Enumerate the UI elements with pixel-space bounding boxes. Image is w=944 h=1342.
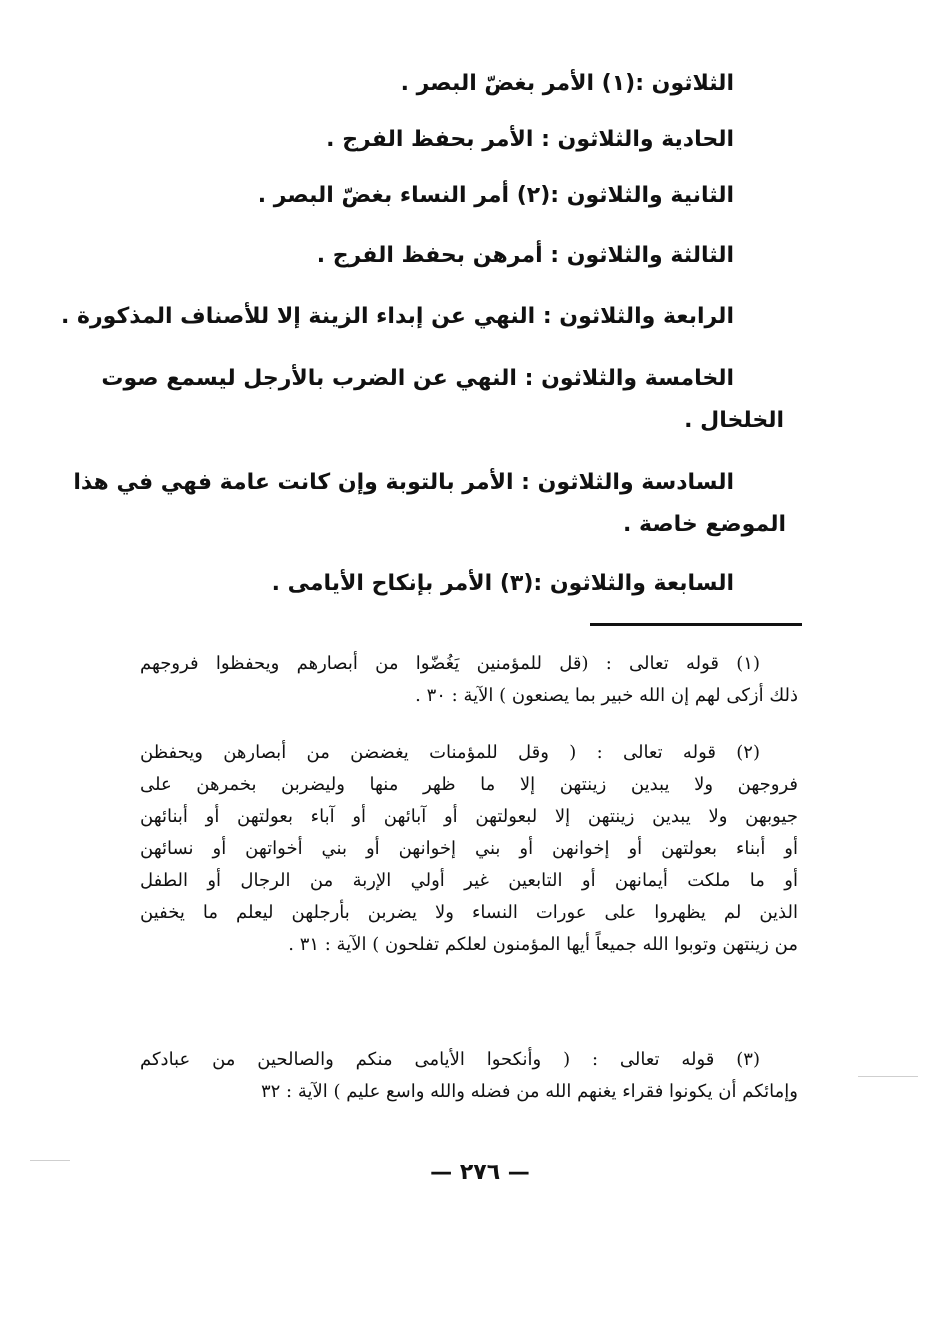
footnote-2-line: جيوبهن ولا يبدين زينتهن إلا لبعولتهن أو آبائهن أو آباء بعولتهن أو أبنائهن: [140, 806, 798, 827]
footnote-2-line: الذين لم يظهروا على عورات النساء ولا يضربن بأرجلهن ليعلم ما يخفين: [140, 902, 798, 923]
footnote-2-line: (٢) قوله تعالى : ( وقل للمؤمنات يغضضن من أبصارهن ويحفظن: [140, 742, 760, 763]
item-36-line-1: السادسة والثلاثون : الأمر بالتوبة وإن كانت عامة فهي في هذا: [73, 470, 734, 495]
footnote-1-line: (١) قوله تعالى : (قل للمؤمنين يَغُضّوا من أبصارهم ويحفظوا فروجهم: [140, 653, 760, 674]
item-37-text: السابعة والثلاثون :(٣) الأمر بإنكاح الأيامى .: [271, 571, 734, 596]
item-33-text: الثالثة والثلاثون : أمرهن بحفظ الفرج .: [316, 243, 734, 268]
footnote-3-line: (٣) قوله تعالى : ( وأنكحوا الأيامى منكم والصالحين من عبادكم: [140, 1049, 760, 1070]
footnote-2-line: فروجهن ولا يبدين زينتهن إلا ما ظهر منها وليضربن بخمرهن على: [140, 774, 798, 795]
footnote-separator: [590, 623, 802, 626]
footnote-2: [140, 737, 798, 961]
item-31-text: الحادية والثلاثون : الأمر بحفظ الفرج .: [326, 127, 734, 152]
page-number: — ٢٧٦ —: [430, 1160, 530, 1185]
footnote-3: [140, 1044, 798, 1108]
footnote-2-line: أو أبناء بعولتهن أو إخوانهن أو بني إخوانهن أو بني أخواتهن أو نسائهن: [140, 838, 798, 859]
footnote-2-line: من زينتهن وتوبوا الله جميعاً أيها المؤمنون لعلكم تفلحون ) الآية : ٣١ .: [288, 934, 798, 955]
scan-mark: [858, 1076, 918, 1077]
footnote-1: [140, 648, 798, 712]
item-34-text: الرابعة والثلاثون : النهي عن إبداء الزينة إلا للأصناف المذكورة .: [61, 304, 734, 329]
footnote-2-line: أو ما ملكت أيمانهن أو التابعين غير أولي الإربة من الرجال أو الطفل: [140, 870, 798, 891]
scan-mark: [30, 1160, 70, 1161]
item-35-line-1: الخامسة والثلاثون : النهي عن الضرب بالأرجل ليسمع صوت: [101, 366, 734, 391]
item-30-text: الثلاثون :(١) الأمر بغضّ البصر .: [400, 71, 734, 96]
item-32-text: الثانية والثلاثون :(٢) أمر النساء بغضّ البصر .: [257, 183, 734, 208]
footnote-1-line: ذلك أزكى لهم إن الله خبير بما يصنعون ) الآية : ٣٠ .: [415, 685, 798, 706]
item-35-line-2: الخلخال .: [684, 408, 784, 433]
footnote-3-line: وإمائكم أن يكونوا فقراء يغنهم الله من فضله والله واسع عليم ) الآية : ٣٢: [260, 1081, 798, 1102]
item-36-line-2: الموضع خاصة .: [622, 512, 786, 537]
